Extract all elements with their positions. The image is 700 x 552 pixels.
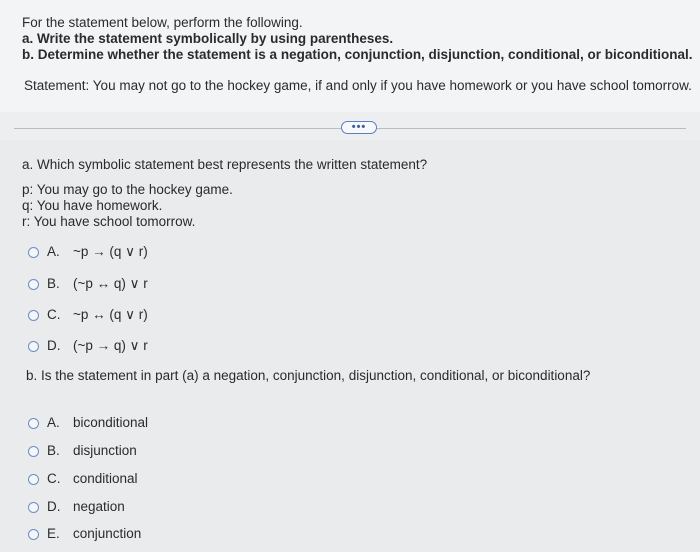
instruction-line-3: b. Determine whether the statement is a negation, conjunction, disjunction, conditional, or biconditional.: [22, 47, 693, 62]
option-text: (~p ↔ q) ∨ r: [73, 276, 148, 291]
definition-q: q: You have homework.: [22, 198, 163, 213]
part-a-question: a. Which symbolic statement best represents the written statement?: [22, 157, 428, 172]
option-text: ~p → (q ∨ r): [73, 244, 148, 259]
radio-icon[interactable]: [28, 418, 39, 429]
radio-icon[interactable]: [28, 446, 39, 457]
part-a-option-b[interactable]: [28, 276, 148, 292]
option-text: negation: [73, 499, 125, 514]
statement-text: Statement: You may not go to the hockey game, if and only if you have homework or you have school tomorrow.: [24, 78, 692, 93]
radio-icon[interactable]: [28, 502, 39, 513]
part-b-option-b[interactable]: [28, 443, 137, 459]
option-text: biconditional: [73, 415, 149, 430]
expand-more-button[interactable]: •••: [341, 121, 377, 134]
option-text: (~p → q) ∨ r: [73, 338, 148, 353]
part-b-option-a[interactable]: [28, 415, 148, 431]
radio-icon[interactable]: [28, 341, 39, 352]
instructions-header: [0, 0, 700, 112]
instruction-line-2: a. Write the statement symbolically by using parentheses.: [22, 31, 394, 46]
radio-icon[interactable]: [28, 247, 39, 258]
option-text: conjunction: [73, 526, 142, 541]
definition-r: r: You have school tomorrow.: [22, 214, 196, 229]
option-letter: C.: [47, 307, 61, 322]
part-b-question: b. Is the statement in part (a) a negation, conjunction, disjunction, conditional, or biconditional?: [26, 368, 591, 383]
option-letter: A.: [47, 244, 60, 259]
question-panel: [0, 140, 700, 552]
instruction-line-1: For the statement below, perform the following.: [22, 15, 303, 30]
option-letter: C.: [47, 471, 61, 486]
option-letter: B.: [47, 443, 60, 458]
radio-icon[interactable]: [28, 279, 39, 290]
part-b-option-d[interactable]: [28, 499, 125, 515]
radio-icon[interactable]: [28, 529, 39, 540]
radio-icon[interactable]: [28, 474, 39, 485]
option-letter: D.: [47, 338, 61, 353]
part-b-option-c[interactable]: [28, 471, 138, 487]
option-text: ~p ↔ (q ∨ r): [73, 307, 148, 322]
option-letter: B.: [47, 276, 60, 291]
part-b-option-e[interactable]: [28, 526, 141, 542]
part-a-option-d[interactable]: [28, 338, 148, 354]
definition-p: p: You may go to the hockey game.: [22, 182, 233, 197]
option-letter: E.: [47, 526, 60, 541]
option-text: conditional: [73, 471, 138, 486]
option-letter: A.: [47, 415, 60, 430]
radio-icon[interactable]: [28, 310, 39, 321]
option-text: disjunction: [73, 443, 137, 458]
option-letter: D.: [47, 499, 61, 514]
part-a-option-c[interactable]: [28, 307, 148, 323]
part-a-option-a[interactable]: [28, 244, 148, 260]
